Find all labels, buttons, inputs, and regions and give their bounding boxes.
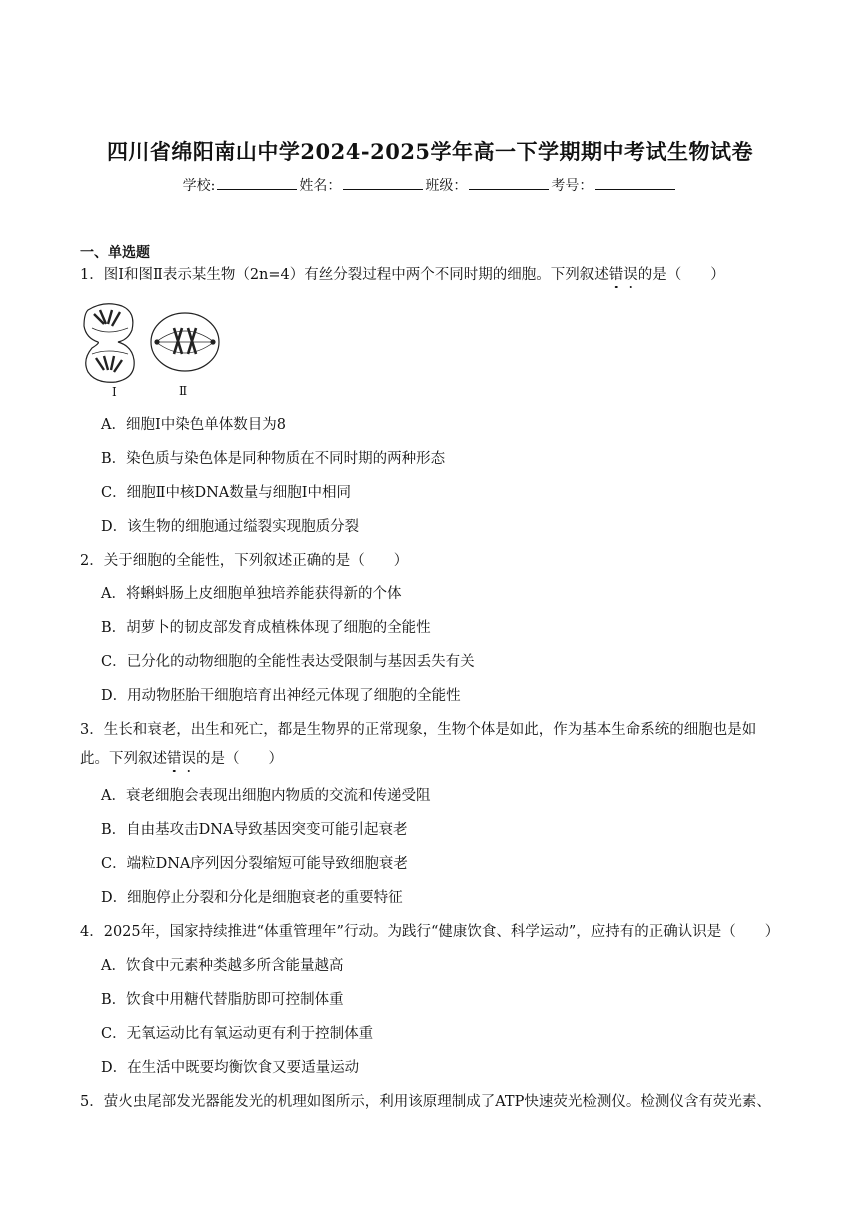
question-3-stem [80, 720, 790, 740]
option-4d[interactable]: D．在生活中既要均衡饮食又要适量运动 [101, 1060, 360, 1076]
option-4b[interactable]: B．饮食中用糖代替脂肪即可控制体重 [101, 992, 344, 1008]
cell-two-drawing [151, 313, 219, 371]
name-label: 姓名： [299, 178, 342, 194]
student-info-line [0, 175, 860, 195]
question-number: 1． [80, 267, 104, 283]
question-number: 4． [80, 924, 104, 940]
id-label: 考号： [551, 178, 594, 194]
option-1a[interactable]: A．细胞Ⅰ中染色单体数目为8 [101, 417, 286, 433]
name-blank[interactable] [343, 177, 423, 190]
id-blank[interactable] [595, 177, 675, 190]
question-text: 生长和衰老，出生和死亡，都是生物界的正常现象，生物个体是如此，作为基本生命系统的细胞也是如 [103, 722, 757, 738]
mitosis-cells-illustration [78, 298, 228, 400]
option-3b[interactable]: B．自由基攻击DNA导致基因突变可能引起衰老 [101, 822, 408, 838]
school-label: 学校: [182, 178, 216, 194]
figure-label-one: Ⅰ [112, 385, 117, 399]
question-text: 萤火虫尾部发光器能发光的机理如图所示，利用该原理制成了ATP快速荧光检测仪。检测仪含有荧光素、 [103, 1094, 771, 1110]
question-text: 此。下列叙述 [80, 751, 167, 767]
question-text: 的是（ ） [196, 751, 283, 767]
question-text: 的是（ ） [637, 267, 725, 283]
emphasis-char: 错 [167, 751, 182, 767]
option-2c[interactable]: C．已分化的动物细胞的全能性表达受限制与基因丢失有关 [101, 654, 475, 670]
question-text: 关于细胞的全能性，下列叙述正确的是（ ） [103, 553, 409, 569]
cell-one-drawing [84, 304, 134, 383]
school-blank[interactable] [217, 177, 297, 190]
emphasis-char: 误 [623, 267, 638, 283]
exam-title: 四川省绵阳南山中学2024-2025学年高一下学期期中考试生物试卷 [106, 139, 754, 164]
class-blank[interactable] [469, 177, 549, 190]
question-4-stem [80, 922, 790, 942]
question-number: 5． [80, 1094, 104, 1110]
question-1-stem [80, 265, 780, 285]
emphasis-char: 误 [181, 751, 196, 767]
option-3c[interactable]: C．端粒DNA序列因分裂缩短可能导致细胞衰老 [101, 856, 408, 872]
question-3-stem-line2 [80, 749, 780, 769]
figure-label-two: Ⅱ [179, 384, 188, 398]
question-number: 2． [80, 553, 104, 569]
option-1c[interactable]: C．细胞Ⅱ中核DNA数量与细胞Ⅰ中相同 [101, 485, 351, 501]
question-2-stem [80, 551, 780, 571]
question-text: 图Ⅰ和图Ⅱ表示某生物（2n=4）有丝分裂过程中两个不同时期的细胞。下列叙述 [103, 267, 609, 283]
option-1b[interactable]: B．染色质与染色体是同种物质在不同时期的两种形态 [101, 451, 446, 467]
option-3d[interactable]: D．细胞停止分裂和分化是细胞衰老的重要特征 [101, 890, 403, 906]
mitosis-cell-figure [78, 298, 228, 400]
option-2a[interactable]: A．将蝌蚪肠上皮细胞单独培养能获得新的个体 [101, 586, 402, 602]
option-2d[interactable]: D．用动物胚胎干细胞培育出神经元体现了细胞的全能性 [101, 688, 461, 704]
option-4a[interactable]: A．饮食中元素种类越多所含能量越高 [101, 958, 344, 974]
class-label: 班级： [425, 178, 468, 194]
option-3a[interactable]: A．衰老细胞会表现出细胞内物质的交流和传递受阻 [101, 788, 431, 804]
question-5-stem [80, 1092, 790, 1112]
section-heading: 一、单选题 [80, 245, 150, 261]
question-number: 3． [80, 722, 104, 738]
option-2b[interactable]: B．胡萝卜的韧皮部发育成植株体现了细胞的全能性 [101, 620, 431, 636]
question-text: 2025年，国家持续推进“体重管理年”行动。为践行“健康饮食、科学运动”，应持有的正确认识是（ ） [103, 924, 780, 940]
option-4c[interactable]: C．无氧运动比有氧运动更有利于控制体重 [101, 1026, 374, 1042]
option-1d[interactable]: D．该生物的细胞通过缢裂实现胞质分裂 [101, 519, 360, 535]
emphasis-char: 错 [608, 267, 624, 283]
